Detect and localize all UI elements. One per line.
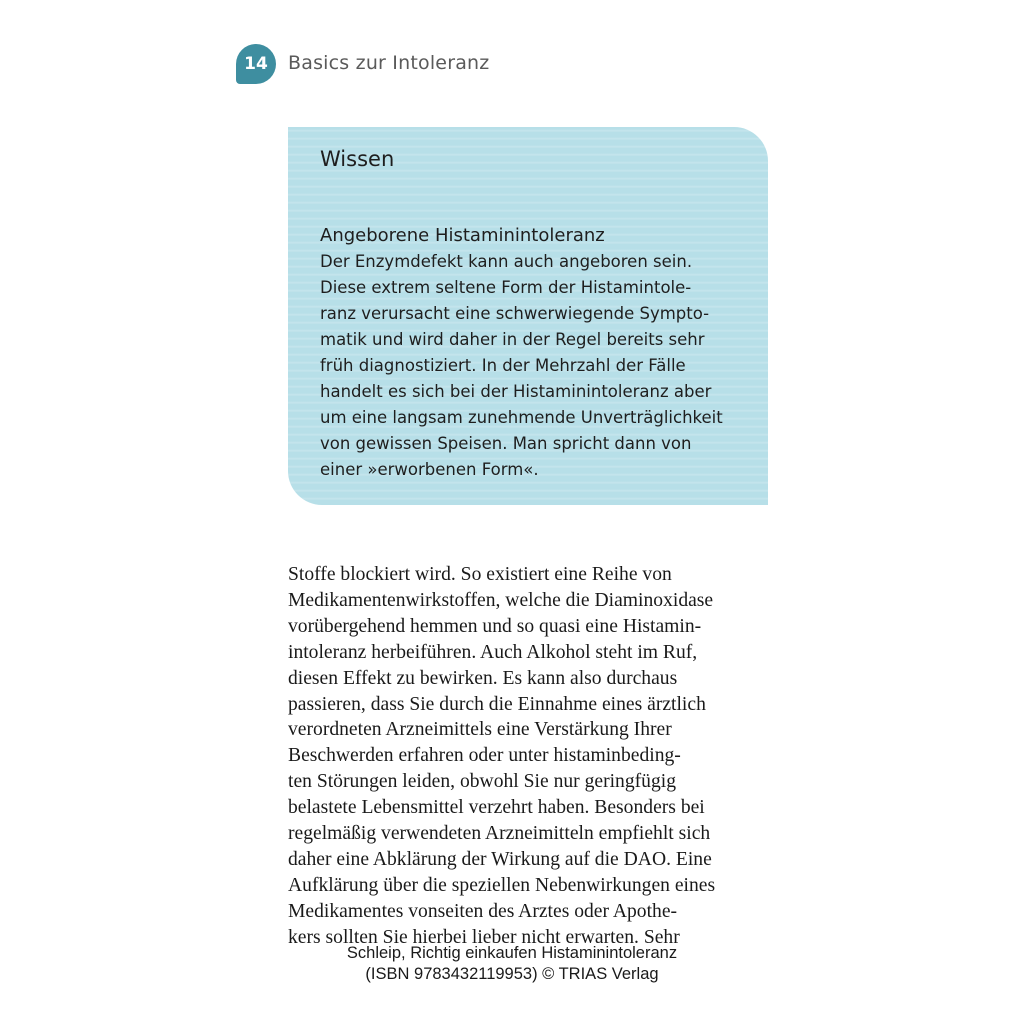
body-line: Medikamentenwirkstoffen, welche die Diaminoxidase [288,589,714,611]
body-line: verordneten Arzneimittels eine Verstärkung Ihrer [288,719,672,741]
info-box-line: von gewissen Speisen. Man spricht dann von [320,434,692,453]
info-box-line: Der Enzymdefekt kann auch angeboren sein. [320,252,693,271]
info-box-line: handelt es sich bei der Histaminintoleranz aber [320,382,712,401]
body-line: kers sollten Sie hierbei lieber nicht erwarten. Sehr [288,926,680,948]
body-line: daher eine Abklärung der Wirkung auf die DAO. Eine [288,848,712,870]
info-box-line: einer »erworbenen Form«. [320,460,539,479]
body-line: diesen Effekt zu bewirken. Es kann also durchaus [288,667,678,689]
info-box-label: Wissen [320,147,395,171]
info-box-heading: Angeborene Histaminintoleranz [320,225,605,246]
info-box-line: früh diagnostiziert. In der Mehrzahl der Fälle [320,356,686,375]
info-box-line: ranz verursacht eine schwerwiegende Sympto- [320,304,710,323]
running-head: Basics zur Intoleranz [288,52,490,74]
body-line: intoleranz herbeiführen. Auch Alkohol steht im Ruf, [288,641,698,663]
info-box-line: um eine langsam zunehmende Unverträglichkeit [320,408,723,427]
body-line: regelmäßig verwendeten Arzneimitteln empfiehlt sich [288,823,711,845]
body-line: Beschwerden erfahren oder unter histaminbeding- [288,745,681,767]
body-line: passieren, dass Sie durch die Einnahme eines ärztlich [288,693,706,715]
credit-line: Schleip, Richtig einkaufen Histaminintoleranz [346,944,678,962]
body-line: belastete Lebensmittel verzehrt haben. Besonders bei [288,797,705,819]
body-line: Medikamentes vonseiten des Arztes oder Apothe- [288,900,678,922]
body-line: vorübergehend hemmen und so quasi eine Histamin- [288,615,702,637]
info-box-text [320,249,738,483]
page-number-badge: 14 [236,44,276,84]
body-line: Aufklärung über die speziellen Nebenwirkungen eines [288,874,716,896]
info-box-line: matik und wird daher in der Regel bereits sehr [320,330,705,349]
copyright-credit [0,943,1024,985]
body-text [288,562,788,951]
info-box [288,127,768,505]
body-line: ten Störungen leiden, obwohl Sie nur geringfügig [288,771,677,793]
credit-line: (ISBN 9783432119953) © TRIAS Verlag [365,965,659,983]
info-box-line: Diese extrem seltene Form der Histamintole- [320,278,692,297]
body-line: Stoffe blockiert wird. So existiert eine Reihe von [288,564,672,585]
